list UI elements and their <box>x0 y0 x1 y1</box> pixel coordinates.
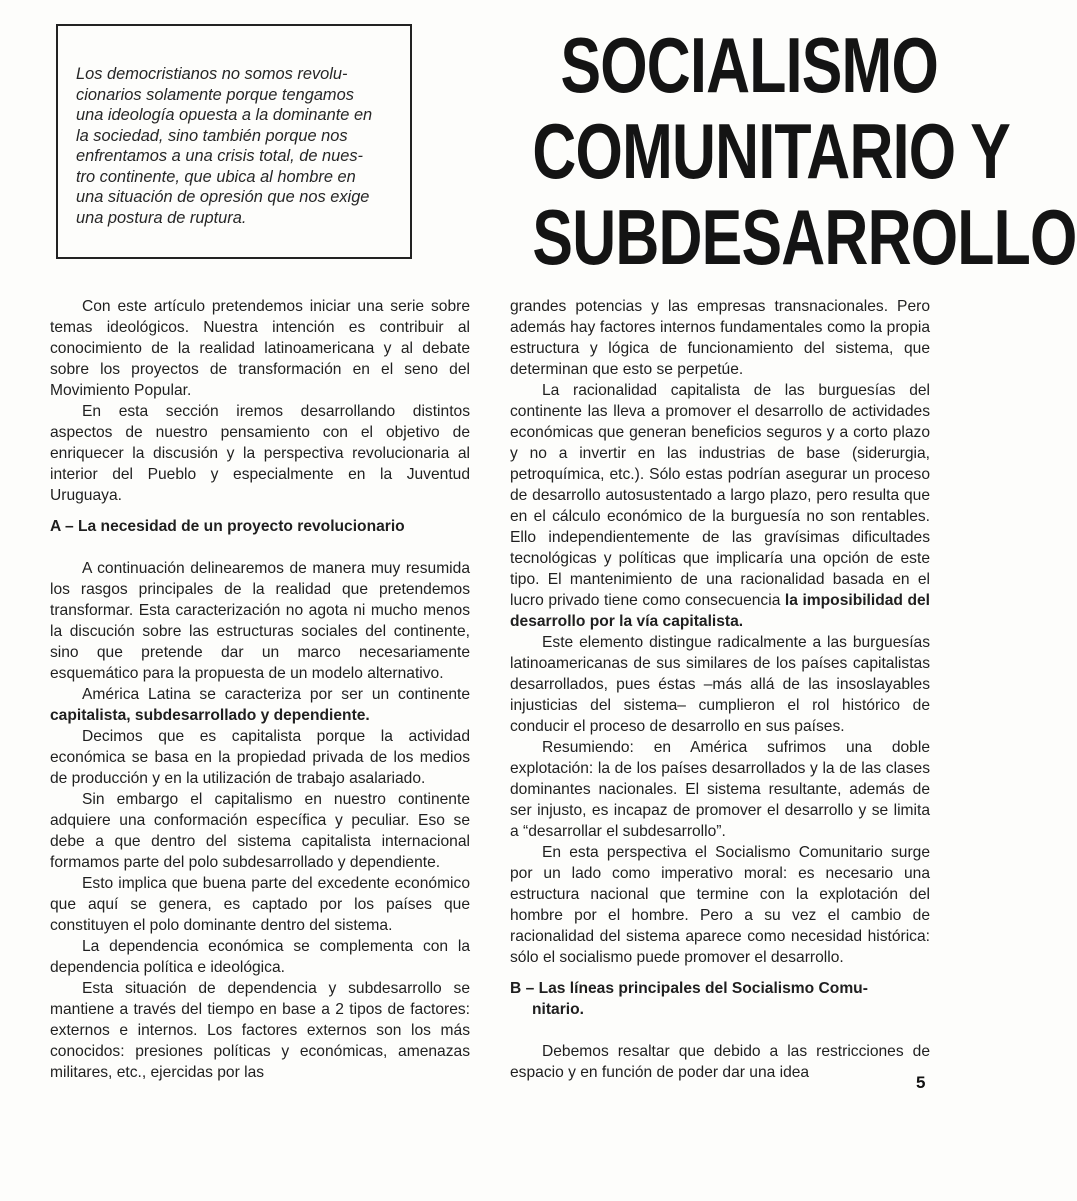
paragraph: Debemos resaltar que debido a las restricciones de espacio y en función de poder dar una idea <box>510 1043 930 1081</box>
left-column <box>50 296 470 1083</box>
paragraph: A continuación delinearemos de manera muy resumida los rasgos principales de la realidad que pretendemos transformar. Esta caracterización no agota ni mucho menos la discución sobre las estructuras sociales del continente, sino que pretende dar un marco necesariamente esquemático para la propuesta de un modelo alternativo. <box>50 560 470 682</box>
paragraph: Este elemento distingue radicalmente a las burguesías latinoamericanas de sus similares de los países capitalistas desarrollados, pues éstas –más allá de las insoslayables injusticias del sistema– cumplieron el rol histórico de conducir el proceso de desarrollo en sus países. <box>510 634 930 735</box>
paragraph-text: América Latina se caracteriza por ser un continente <box>82 686 470 703</box>
paragraph: Esta situación de dependencia y subdesarrollo se mantiene a través del tiempo en base a 2 tipos de factores: externos e internos. Los factores externos son los más conocidos: presiones políticas y económicas, amenazas militares, etc., ejercidas por las <box>50 980 470 1081</box>
right-column <box>510 296 930 1083</box>
heading-b-line-2: nitario. <box>532 1001 584 1018</box>
paragraph: grandes potencias y las empresas transnacionales. Pero además hay factores internos fundamentales como la propia estructura y lógica de funcionamiento del sistema, que determinan que esto se perpetúe. <box>510 298 930 378</box>
pull-quote-line: una postura de ruptura. <box>76 208 247 227</box>
article-title <box>532 21 1077 281</box>
pull-quote-line: tro continente, que ubica al hombre en <box>76 167 356 186</box>
title-line-3: SUBDESARROLLO <box>532 193 1077 281</box>
paragraph: Decimos que es capitalista porque la actividad económica se basa en la propiedad privada de los medios de producción y en la utilización de trabajo asalariado. <box>50 728 470 787</box>
pull-quote-line: la sociedad, sino también porque nos <box>76 126 348 145</box>
title-line-2: COMUNITARIO Y <box>532 107 1011 195</box>
paragraph: Con este artículo pretendemos iniciar una serie sobre temas ideológicos. Nuestra intención es contribuir al conocimiento de la realidad latinoamericana y al debate sobre los proyectos de transformación en el seno del Movimiento Popular. <box>50 298 470 399</box>
paragraph: La dependencia económica se complementa con la dependencia política e ideológica. <box>50 938 470 976</box>
title-line-1: SOCIALISMO <box>560 21 938 109</box>
pull-quote-line: cionarios solamente porque tengamos <box>76 85 354 104</box>
paragraph: Resumiendo: en América sufrimos una doble explotación: la de los países desarrollados y la de las clases dominantes nacionales. El sistema resultante, además de ser injusto, es incapaz de promover el desarrollo y se limita a “desarrollar el subdesarrollo”. <box>510 739 930 840</box>
emphasis-text: la imposibilidad del desarrollo por la vía capitalista. <box>510 592 930 630</box>
emphasis-text: capitalista, subdesarrollado y dependiente. <box>50 707 370 724</box>
paragraph: En esta sección iremos desarrollando distintos aspectos de nuestro pensamiento con el objetivo de enriquecer la discusión y la perspectiva revolucionaria al interior del Pueblo y especialmente en la Juventud Uruguaya. <box>50 403 470 504</box>
heading-b-line-1: B – Las líneas principales del Socialismo Comu- <box>510 980 868 997</box>
paragraph: Esto implica que buena parte del excedente económico que aquí se genera, es captado por los países que constituyen el polo dominante dentro del sistema. <box>50 875 470 934</box>
paragraph-text: La racionalidad capitalista de las burguesías del continente las lleva a promover el desarrollo de actividades económicas que generan beneficios seguros y a corto plazo y no a invertir en las industrias de base (siderurgia, petroquímica, etc.). Sólo estas podrían asegurar un proceso de desarrollo autosustentado a largo plazo, pero resulta que en el cálculo económico de la burguesía no son rentables. Ello independientemente de las gravísimas dificultades tecnológicas y políticas que implicaría una opción de este tipo. El mantenimiento de una racionalidad basada en el lucro privado tiene como consecuencia <box>510 382 930 609</box>
pull-quote-line: Los democristianos no somos revolu- <box>76 65 348 83</box>
pull-quote-line: enfrentamos a una crisis total, de nues- <box>76 147 363 165</box>
section-heading-b <box>510 978 930 1020</box>
page-number: 5 <box>916 1073 926 1092</box>
pull-quote-box <box>56 24 412 259</box>
section-heading-a: A – La necesidad de un proyecto revolucionario <box>50 518 405 535</box>
paragraph: Sin embargo el capitalismo en nuestro continente adquiere una conformación específica y peculiar. Eso se debe a que dentro del sistema capitalista internacional formamos parte del polo subdesarrollado y dependiente. <box>50 791 470 871</box>
paragraph <box>50 684 470 726</box>
pull-quote-line: una situación de opresión que nos exige <box>76 188 370 206</box>
paragraph <box>510 380 930 632</box>
paragraph: En esta perspectiva el Socialismo Comunitario surge por un lado como imperativo moral: es necesario una estructura nacional que termine con la explotación del hombre por el hombre. Pero a su vez el cambio de racionalidad del sistema aparece como necesidad histórica: sólo el socialismo puede promover el desarrollo. <box>510 844 930 966</box>
pull-quote-line: una ideología opuesta a la dominante en <box>76 106 373 124</box>
